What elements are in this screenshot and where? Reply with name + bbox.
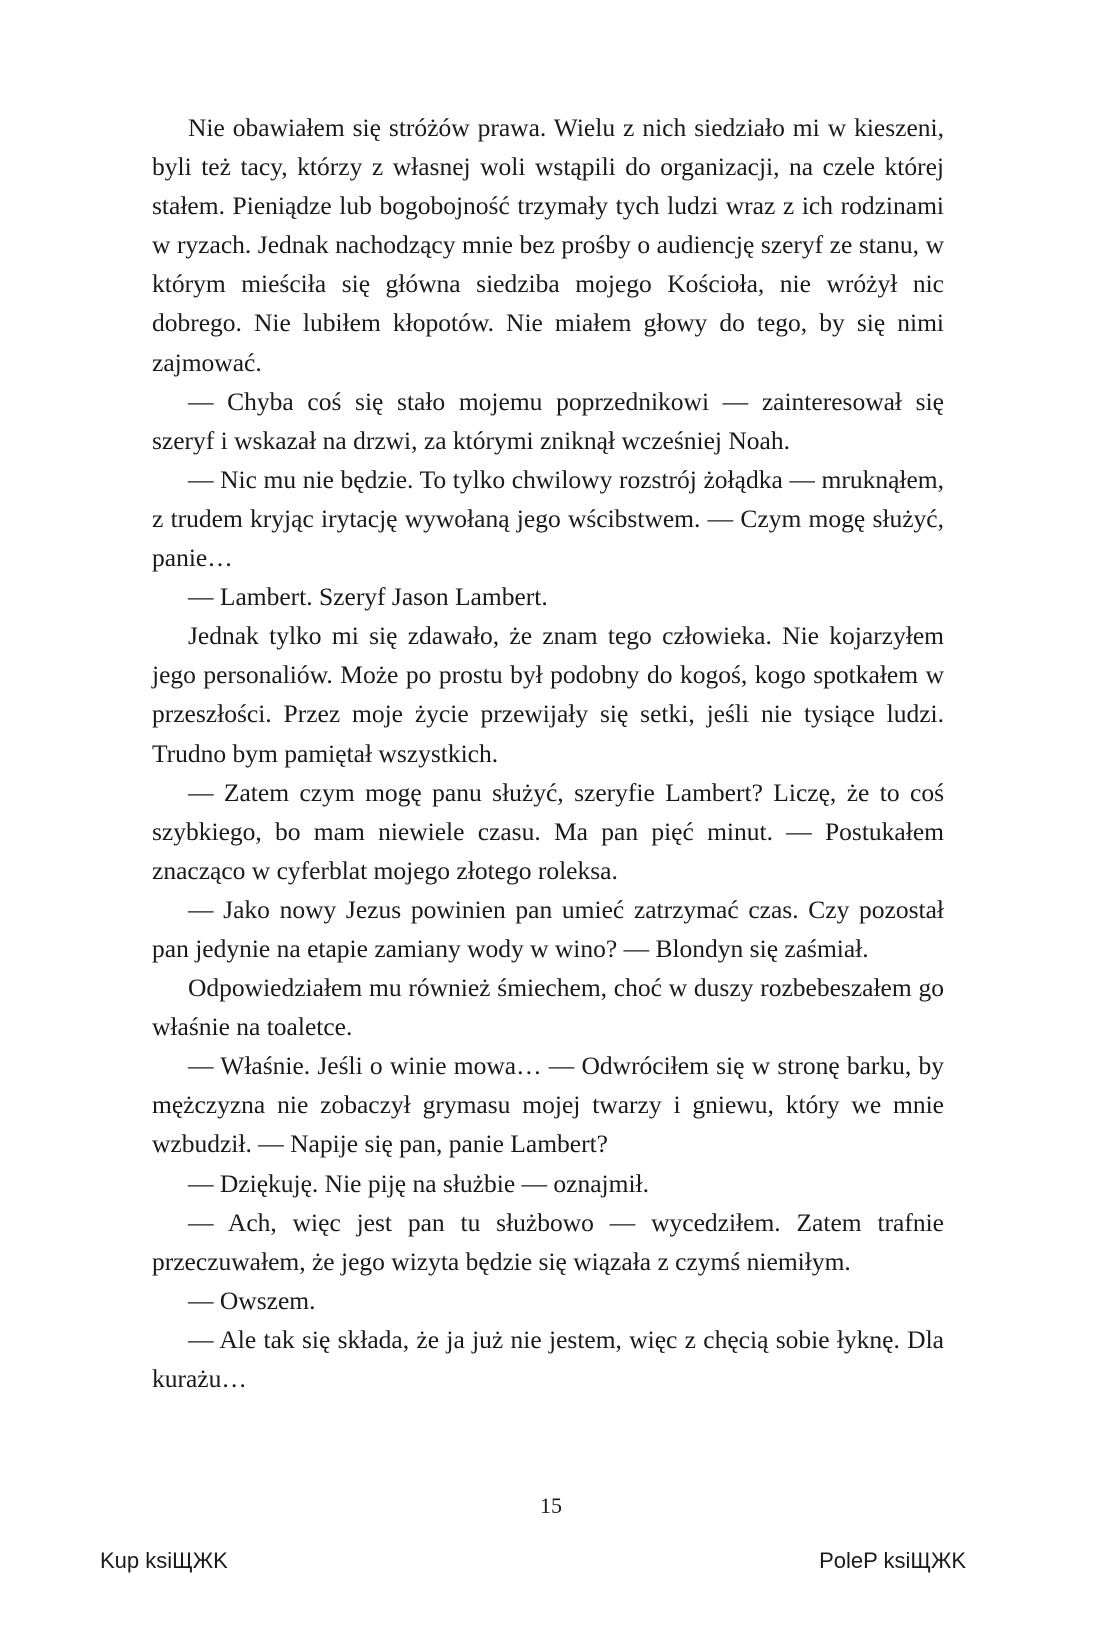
paragraph: — Zatem czym mogę panu służyć, szeryfie Lambert? Liczę, że to coś szybkiego, bo mam niewiele czasu. Ma pan pięć minut. — Postukałem znacząco w cyferblat mojego złotego roleksa.: [152, 777, 944, 885]
page-number: 15: [540, 1493, 562, 1518]
paragraph: — Lambert. Szeryf Jason Lambert.: [188, 582, 548, 612]
paragraph: Jednak tylko mi się zdawało, że znam tego człowieka. Nie kojarzyłem jego personaliów. Może po prostu był podobny do kogoś, kogo spotkałem w przeszłości. Przez moje życie przewijały się setki, jeśli nie tysiące ludzi. Trudno bym pamiętał wszystkich.: [152, 621, 944, 768]
paragraph: Nie obawiałem się stróżów prawa. Wielu z nich siedziało mi w kieszeni, byli też tacy, którzy z własnej woli wstąpili do organizacji, na czele której stałem. Pieniądze lub bogobojność trzymały tych ludzi wraz z ich rodzinami w ryzach. Jednak nachodzący mnie bez prośby o audiencję szeryf ze stanu, w którym mieściła się główna siedziba mojego Kościoła, nie wróżył nic dobrego. Nie lubiłem kłopotów. Nie miałem głowy do tego, by się nimi zajmować.: [152, 113, 944, 377]
paragraph: — Jako nowy Jezus powinien pan umieć zatrzymać czas. Czy pozostał pan jedynie na etapie zamiany wody w wino? — Blondyn się zaśmiał.: [152, 894, 944, 963]
paragraph: — Chyba coś się stało mojemu poprzednikowi — zainteresował się szeryf i wskazał na drzwi, za którymi zniknął wcześniej Noah.: [152, 386, 944, 455]
paragraph: — Ach, więc jest pan tu służbowo — wycedziłem. Zatem trafnie przeczuwałem, że jego wizyta będzie się wiązała z czymś niemiłym.: [152, 1207, 944, 1276]
paragraph: — Właśnie. Jeśli o winie mowa… — Odwróciłem się w stronę barku, by mężczyzna nie zobaczył grymasu mojej twarzy i gniewu, który we mnie wzbudził. — Napije się pan, panie Lambert?: [152, 1051, 944, 1159]
recommend-book-link[interactable]: PoleP ksiЩЖK: [819, 1548, 966, 1573]
buy-book-link[interactable]: Kup ksiЩЖK: [100, 1548, 228, 1573]
page-body: [152, 108, 944, 1398]
paragraph: Odpowiedziałem mu również śmiechem, choć w duszy rozbebeszałem go właśnie na toaletce.: [152, 973, 944, 1042]
paragraph: — Dziękuję. Nie piję na służbie — oznajmił.: [188, 1168, 649, 1198]
paragraph: — Ale tak się składa, że ja już nie jestem, więc z chęcią sobie łyknę. Dla kurażu…: [152, 1324, 944, 1393]
paragraph: — Owszem.: [188, 1285, 316, 1315]
paragraph: — Nic mu nie będzie. To tylko chwilowy rozstrój żołądka — mruknąłem, z trudem kryjąc irytację wywołaną jego wścibstwem. — Czym mogę służyć, panie…: [152, 464, 944, 573]
